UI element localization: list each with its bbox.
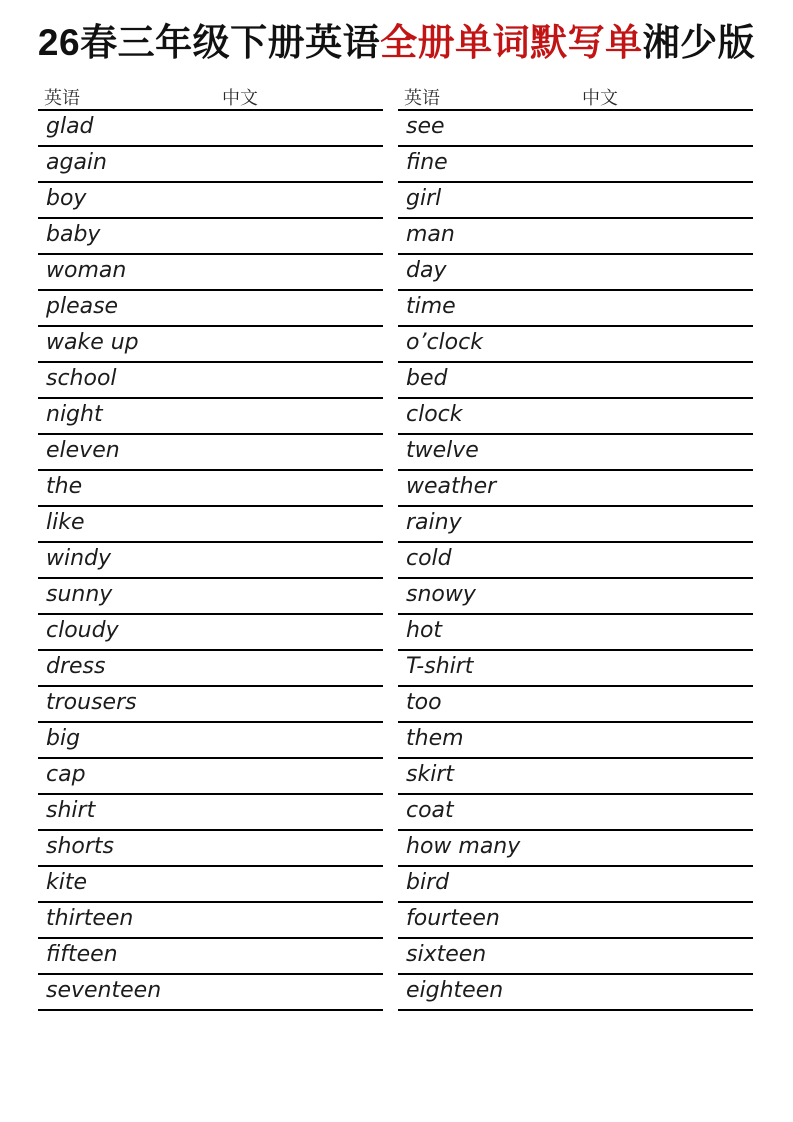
word-column-left xyxy=(38,84,383,1011)
english-word: fourteen xyxy=(406,905,500,931)
english-word: skirt xyxy=(406,761,454,787)
english-word: man xyxy=(406,221,455,247)
english-word: shirt xyxy=(46,797,96,823)
title-prefix: 26春三年级下册英语 xyxy=(37,22,381,63)
table-row xyxy=(398,507,753,543)
english-word: see xyxy=(406,113,445,139)
english-word: sixteen xyxy=(406,941,487,967)
table-row xyxy=(38,435,383,471)
title-suffix: 湘少版 xyxy=(642,22,756,63)
english-word: boy xyxy=(46,185,87,211)
table-row xyxy=(38,543,383,579)
english-word: again xyxy=(46,149,107,175)
english-word: please xyxy=(46,293,119,319)
table-row xyxy=(38,219,383,255)
table-row xyxy=(398,219,753,255)
table-row xyxy=(398,795,753,831)
table-row xyxy=(398,651,753,687)
table-row xyxy=(38,723,383,759)
header-english: 英语 xyxy=(404,88,440,109)
english-word: wake up xyxy=(46,329,139,355)
english-word: too xyxy=(406,689,442,715)
column-header xyxy=(38,84,383,111)
table-row xyxy=(398,903,753,939)
table-row xyxy=(38,975,383,1011)
table-row xyxy=(398,759,753,795)
table-row xyxy=(38,831,383,867)
table-row xyxy=(38,111,383,147)
table-row xyxy=(398,939,753,975)
english-word: fifteen xyxy=(46,941,118,967)
table-row xyxy=(398,327,753,363)
table-row xyxy=(38,759,383,795)
table-row xyxy=(398,831,753,867)
table-row xyxy=(398,399,753,435)
english-word: cold xyxy=(406,545,452,571)
table-row xyxy=(38,939,383,975)
english-word: like xyxy=(46,509,85,535)
table-row xyxy=(38,903,383,939)
english-word: school xyxy=(46,365,117,391)
english-word: rainy xyxy=(406,509,462,535)
rows-left xyxy=(38,111,383,1011)
english-word: thirteen xyxy=(46,905,134,931)
header-chinese: 中文 xyxy=(222,88,258,109)
table-row xyxy=(38,183,383,219)
table-row xyxy=(38,579,383,615)
table-row xyxy=(398,471,753,507)
english-word: day xyxy=(406,257,447,283)
header-chinese: 中文 xyxy=(582,88,618,109)
title-highlight: 全册单词默写单 xyxy=(380,22,643,63)
table-row xyxy=(38,363,383,399)
english-word: T-shirt xyxy=(406,653,474,679)
table-row xyxy=(38,327,383,363)
english-word: sunny xyxy=(46,581,113,607)
table-row xyxy=(38,291,383,327)
table-row xyxy=(38,651,383,687)
english-word: glad xyxy=(46,113,94,139)
table-row xyxy=(38,795,383,831)
english-word: seventeen xyxy=(46,977,162,1003)
table-row xyxy=(398,615,753,651)
english-word: bird xyxy=(406,869,450,895)
english-word: trousers xyxy=(46,689,137,715)
english-word: time xyxy=(406,293,456,319)
table-row xyxy=(38,687,383,723)
header-english: 英语 xyxy=(44,88,80,109)
english-word: coat xyxy=(406,797,454,823)
english-word: woman xyxy=(46,257,127,283)
rows-right xyxy=(398,111,753,1011)
english-word: big xyxy=(46,725,81,751)
english-word: eleven xyxy=(46,437,120,463)
english-word: cloudy xyxy=(46,617,119,643)
english-word: night xyxy=(46,401,103,427)
english-word: bed xyxy=(406,365,448,391)
english-word: kite xyxy=(46,869,88,895)
column-header xyxy=(398,84,753,111)
english-word: hot xyxy=(406,617,443,643)
word-column-right xyxy=(398,84,753,1011)
english-word: fine xyxy=(406,149,448,175)
english-word: o’clock xyxy=(406,329,483,355)
english-word: baby xyxy=(46,221,101,247)
table-row xyxy=(398,723,753,759)
english-word: clock xyxy=(406,401,463,427)
english-word: dress xyxy=(46,653,106,679)
table-row xyxy=(398,435,753,471)
english-word: twelve xyxy=(406,437,479,463)
table-row xyxy=(398,291,753,327)
table-row xyxy=(398,867,753,903)
table-row xyxy=(398,255,753,291)
table-row xyxy=(398,363,753,399)
table-row xyxy=(38,507,383,543)
english-word: how many xyxy=(406,833,521,859)
english-word: eighteen xyxy=(406,977,504,1003)
english-word: snowy xyxy=(406,581,476,607)
english-word: girl xyxy=(406,185,442,211)
table-row xyxy=(398,579,753,615)
table-row xyxy=(38,399,383,435)
table-row xyxy=(38,615,383,651)
table-row xyxy=(38,867,383,903)
table-row xyxy=(38,255,383,291)
english-word: the xyxy=(46,473,83,499)
table-row xyxy=(398,147,753,183)
table-row xyxy=(398,111,753,147)
english-word: weather xyxy=(406,473,497,499)
table-row xyxy=(398,687,753,723)
english-word: them xyxy=(406,725,464,751)
table-row xyxy=(398,543,753,579)
table-row xyxy=(38,147,383,183)
page-title xyxy=(0,20,793,66)
table-row xyxy=(398,183,753,219)
table-row xyxy=(398,975,753,1011)
english-word: cap xyxy=(46,761,86,787)
english-word: windy xyxy=(46,545,112,571)
table-row xyxy=(38,471,383,507)
english-word: shorts xyxy=(46,833,114,859)
